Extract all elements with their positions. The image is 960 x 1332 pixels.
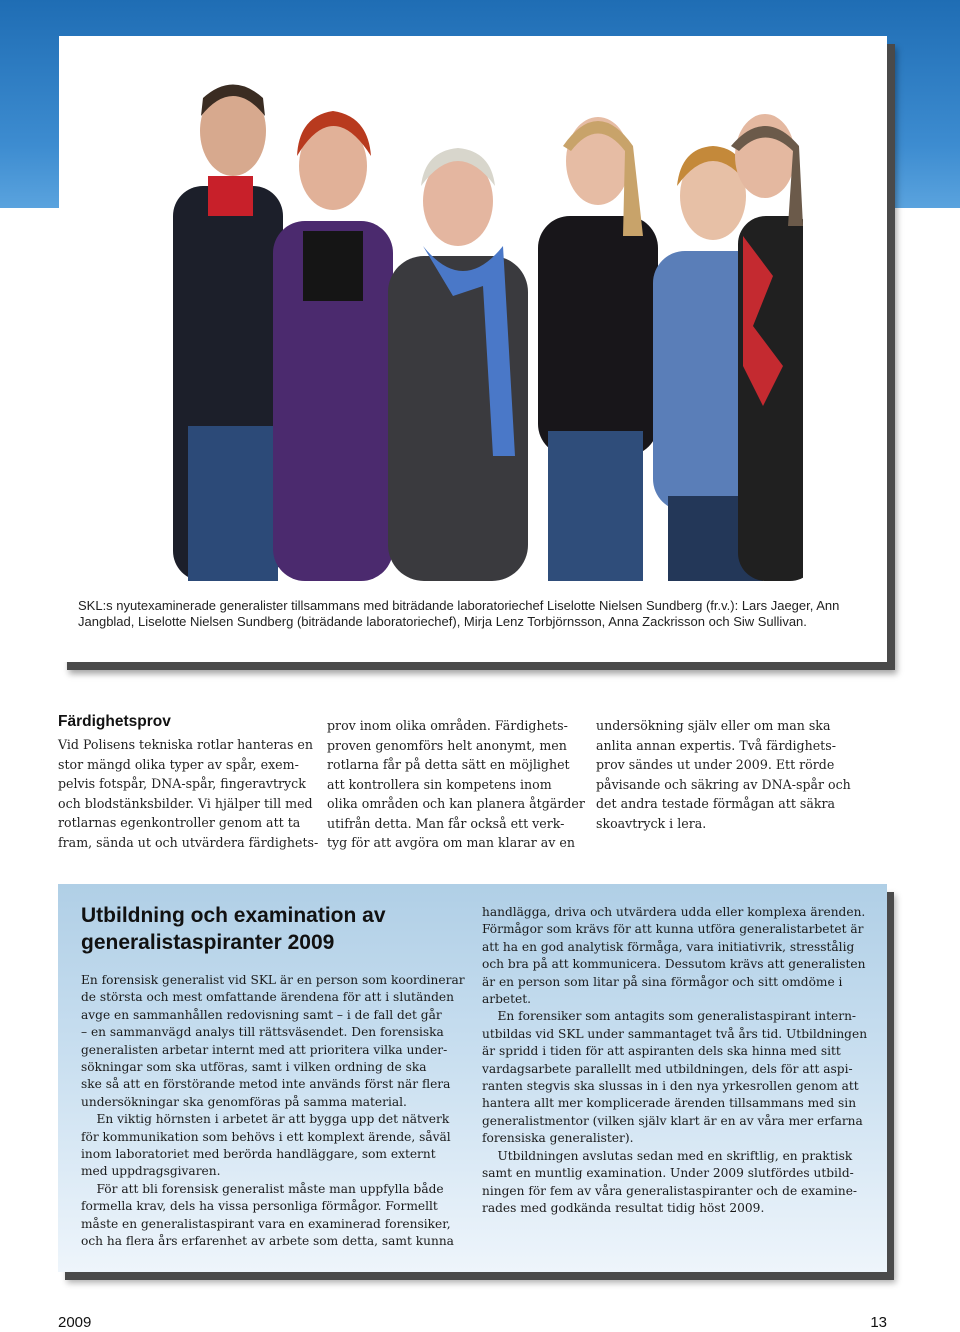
text-line: En viktig hörnsten i arbetet är att bygga upp det nätverk [81,1112,450,1127]
text-line: generalisten arbetar internt med att prioritera vilka under- [81,1042,448,1057]
page-number: 13 [870,1314,887,1331]
title-line: Utbildning och examination av [81,904,386,927]
section-title: Färdighetsprov [58,713,171,730]
person-4 [538,117,658,581]
text-line: ranten stegvis ska slussas in i den nya yrkesrollen genom att [482,1079,859,1094]
person-1 [173,85,283,582]
text-line: avge en sammanhållen redovisning samt – i de fall det går [81,1007,442,1022]
caption-line: Jangblad, Liselotte Nielsen Sundberg (biträdande laboratoriechef), Mirja Lenz Torbjörnsson, Anna Zackrisson och Siw Sullivan. [78,614,807,629]
text-line: utifrån detta. Man får också ett verk- [327,815,565,831]
title-line: generalistaspiranter 2009 [81,931,335,954]
text-line: utbildas vid SKL under sammantaget två års tid. Utbildningen [482,1026,868,1041]
text-line: Vid Polisens tekniska rotlar hanteras en [58,737,313,752]
text-line: formella krav, dels ha vissa personliga förmågor. Formellt [81,1199,438,1214]
text-line: för kommunikation som behövs i ett komplext ärende, såväl [81,1129,451,1144]
info-box-column-1 [81,972,465,1251]
section-column-2 [327,716,585,853]
group-photo-illustration [153,36,803,581]
text-line: prov inom olika områden. Färdighets- [327,718,568,733]
text-line: pelvis fotspår, DNA-spår, fingeravtryck [58,776,306,791]
text-line: samt en muntlig examination. Under 2009 slutfördes utbild- [482,1166,854,1181]
section-column-1 [58,735,319,852]
text-line: arbetet. [482,992,531,1007]
text-line: stor mängd olika typer av spår, exem- [58,756,299,772]
text-line: påvisande och säkring av DNA-spår och [596,776,851,792]
text-line: Utbildningen avslutas sedan med en skriftlig, en praktisk [482,1148,853,1163]
photo-caption [78,598,868,630]
text-line: hantera allt mer komplicerade ärenden tillsammans med sin [482,1096,857,1111]
text-line: En forensisk generalist vid SKL är en person som koordinerar [81,973,465,987]
text-line: inom laboratoriet med berörda handläggare, som externt [81,1147,436,1162]
text-line: och ha flera års erfarenhet av arbete som detta, samt kunna [81,1234,454,1249]
text-line: handlägga, driva och utvärdera udda eller komplexa ärenden. [482,905,866,919]
text-line: och blodstänksbilder. Vi hjälper till med [58,795,313,811]
text-line: skoavtryck i lera. [596,815,707,831]
text-line: proven genomförs helt anonymt, men [327,737,567,753]
text-line: rades med godkända resultat tidig höst 2009. [482,1200,765,1215]
text-line: ske så att en förstörande metod inte används först när flera [81,1077,451,1092]
text-line: tyg för att avgöra om man klarar av en [327,835,575,850]
text-line: rotlarnas egenkontroller genom att ta [58,815,301,830]
text-line: är spridd i tiden för att aspiranten dels ska hinna med sitt [482,1044,841,1059]
text-line: forensiska generalister). [482,1131,634,1146]
text-line: de största och mest omfattande ärendena för att i slutänden [81,990,454,1005]
text-line: ningen för fem av våra generalistaspiranter och de examine- [482,1183,858,1198]
text-line: sökningar som ska utföras, samt i vilken ordning de ska [81,1060,427,1075]
text-line: att ha en god analytisk förmåga, vara initiativrik, stresstålig [482,939,855,954]
text-line: generalistmentor (vilken själv klart är en av våra mer erfarna [482,1113,863,1128]
text-line: anlita annan expertis. Två färdighets- [596,737,836,753]
photo-card [59,36,887,662]
info-box [58,884,887,1272]
person-2 [273,111,393,581]
text-line: är en person som litar på sina förmågor och sitt omdöme i [482,974,843,989]
group-photo [153,36,803,581]
person-3 [388,148,528,581]
text-line: undersökning själv eller om man ska [596,718,831,733]
text-line: med uppdragsgivaren. [81,1164,221,1179]
footer-year: 2009 [58,1314,92,1331]
text-line: Förmågor som krävs för att kunna utföra generalistarbetet är [482,922,864,937]
text-line: undersökningar ska genomföras på samma material. [81,1094,407,1109]
text-line: En forensiker som antagits som generalistaspirant intern- [482,1009,857,1024]
text-line: att kontrollera sin kompetens inom [327,776,552,792]
text-line: rotlarna får på detta sätt en möjlighet [327,757,570,772]
text-line: måste en generalistaspirant vara en examinerad forensiker, [81,1216,451,1231]
info-box-column-2 [482,904,868,1217]
text-line: vardagsarbete parallellt med utbildningen, dels för att aspi- [482,1061,853,1076]
text-line: fram, sända ut och utvärdera färdighets- [58,834,319,850]
text-line: prov sändes ut under 2009. Ett rörde [596,757,835,772]
text-line: och bra på att kommunicera. Dessutom krävs att generalisten [482,957,866,972]
text-line: det andra testade förmågan att säkra [596,796,836,811]
text-line: olika områden och kan planera åtgärder [327,796,585,811]
text-line: För att bli forensisk generalist måste man uppfylla både [81,1181,444,1196]
info-box-title [81,902,471,956]
caption-line: SKL:s nyutexaminerade generalister tillsammans med biträdande laboratoriechef Liselotte Nielsen Sundberg (fr.v.): Lars Jaeger, Ann [78,598,840,613]
text-line: – en sammanvägd analys till rättsväsendet. Den forensiska [81,1025,444,1040]
section-column-3 [596,716,854,833]
